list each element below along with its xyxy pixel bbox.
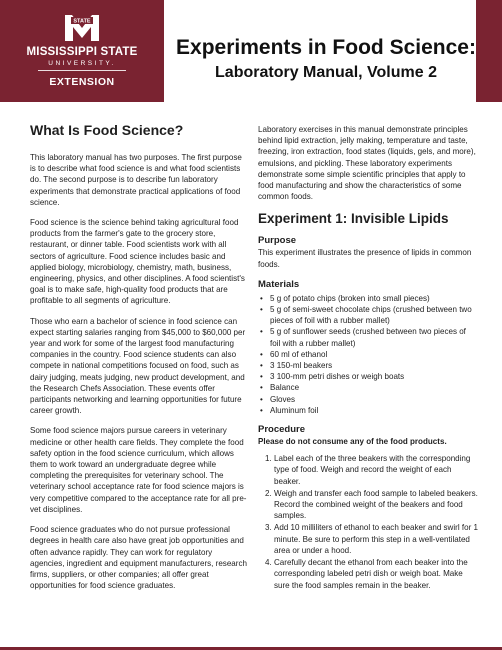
msu-m-logo-icon: [64, 12, 100, 42]
procedure-heading: Procedure: [258, 424, 305, 436]
list-item: • Gloves: [270, 394, 478, 405]
paragraph: This laboratory manual has two purposes. The first purpose is to describe what food science is and what food scientists do. The second purpose is to describe fun laboratory experiments that demonstrate practical applications of food science.: [30, 153, 242, 207]
list-item: 3. Add 10 milliliters of ethanol to each beaker and swirl for 1 minute. Be sure to perform this step in a well-ventilated area or under a hood.: [274, 522, 478, 556]
document-subtitle: Laboratory Manual, Volume 2: [215, 64, 437, 81]
list-item: 1. Label each of the three beakers with the corresponding type of food. Weigh and record the weight of each beaker.: [274, 453, 478, 487]
section-heading-what-is-food-science: What Is Food Science?: [30, 122, 184, 138]
experiment-heading: Experiment 1: Invisible Lipids: [258, 211, 449, 227]
procedure-warning: Please do not consume any of the food products.: [258, 437, 447, 447]
paragraph: Those who earn a bachelor of science in food science can expect starting salaries ranging from $45,000 to $60,000 per year and work for some of the largest food manufacturing companies in the country. Food science students can also compete in national competitions focused on food, such as dairy judging, meats judging, new product development, and the Research Chefs Association. These events offer participants networking and learning opportunities for future career growth.: [30, 316, 246, 416]
header-accent-bar: [476, 0, 502, 102]
purpose-heading: Purpose: [258, 235, 297, 247]
logo-divider: [38, 70, 126, 71]
list-item: 2. Weigh and transfer each food sample to labeled beakers. Record the combined weight of the beakers and food samples.: [274, 488, 478, 522]
list-item: • Aluminum foil: [270, 405, 478, 416]
procedure-list: [258, 453, 478, 590]
list-item: • 5 g of potato chips (broken into small pieces): [270, 293, 478, 304]
purpose-text: This experiment illustrates the presence of lipids in common foods.: [258, 248, 472, 269]
extension-logo: [0, 0, 164, 102]
document-title: Experiments in Food Science:: [176, 36, 476, 59]
left-column: [30, 122, 248, 600]
paragraph: Some food science majors pursue careers in veterinary medicine or other health care fields. They complete the food safety option in the food science curriculum, which allows them to work toward an undergraduate degree while completing the prerequisites for veterinary school. The veterinary school acceptance rate for food science majors is very competitive compared to the acceptance rate for all pre-vet disciplines.: [30, 426, 247, 514]
logo-university-name: MISSISSIPPI STATE: [26, 46, 138, 58]
list-item: • 5 g of semi-sweet chocolate chips (crushed between two pieces of foil with a rubber mallet): [270, 304, 478, 326]
list-item: 4. Carefully decant the ethanol from each beaker into the corresponding labeled petri dish or weigh boat. Make sure the food samples remain in the beaker.: [274, 557, 478, 591]
logo-state-badge: STATE: [73, 18, 91, 25]
paragraph: Food science graduates who do not pursue professional degrees in health care also have great job opportunities and often advance rapidly. They can work for regulatory agencies, ingredient and equipment manufacturers, research firms, suppliers, or other companies; all offer great opportunities for food science graduates.: [30, 525, 247, 591]
right-column: [258, 124, 478, 592]
list-item: • 5 g of sunflower seeds (crushed between two pieces of foil with a rubber mallet): [270, 326, 478, 348]
paragraph: Food science is the science behind taking agricultural food products from the farmer's gate to the grocery store, restaurant, or dinner table. Food scientists work with all sectors of agriculture. Food science includes basic and applied biology, microbiology, chemistry, math, business, engineering, physics, and other disciplines. A food scientist's goal is to make safe, high-quality food products that are profitable to all segments of agriculture.: [30, 218, 245, 306]
intro-paragraph: Laboratory exercises in this manual demonstrate principles behind lipid extraction, jelly making, temperature and taste, freezing, iron extraction, food states (liquids, gels, and more), emulsions, and pickling. These laboratory experiments demonstrate some simple scientific principles that apply to food manufacturing and show the characteristics of some common foods.: [258, 125, 476, 202]
logo-extension-label: EXTENSION: [49, 76, 115, 88]
list-item: • 3 150-ml beakers: [270, 360, 478, 371]
logo-university-label: UNIVERSITY.: [48, 60, 116, 67]
materials-heading: Materials: [258, 278, 300, 290]
list-item: • 3 100-mm petri dishes or weigh boats: [270, 371, 478, 382]
list-item: • Balance: [270, 382, 478, 393]
materials-list: [258, 293, 478, 416]
list-item: • 60 ml of ethanol: [270, 349, 478, 360]
